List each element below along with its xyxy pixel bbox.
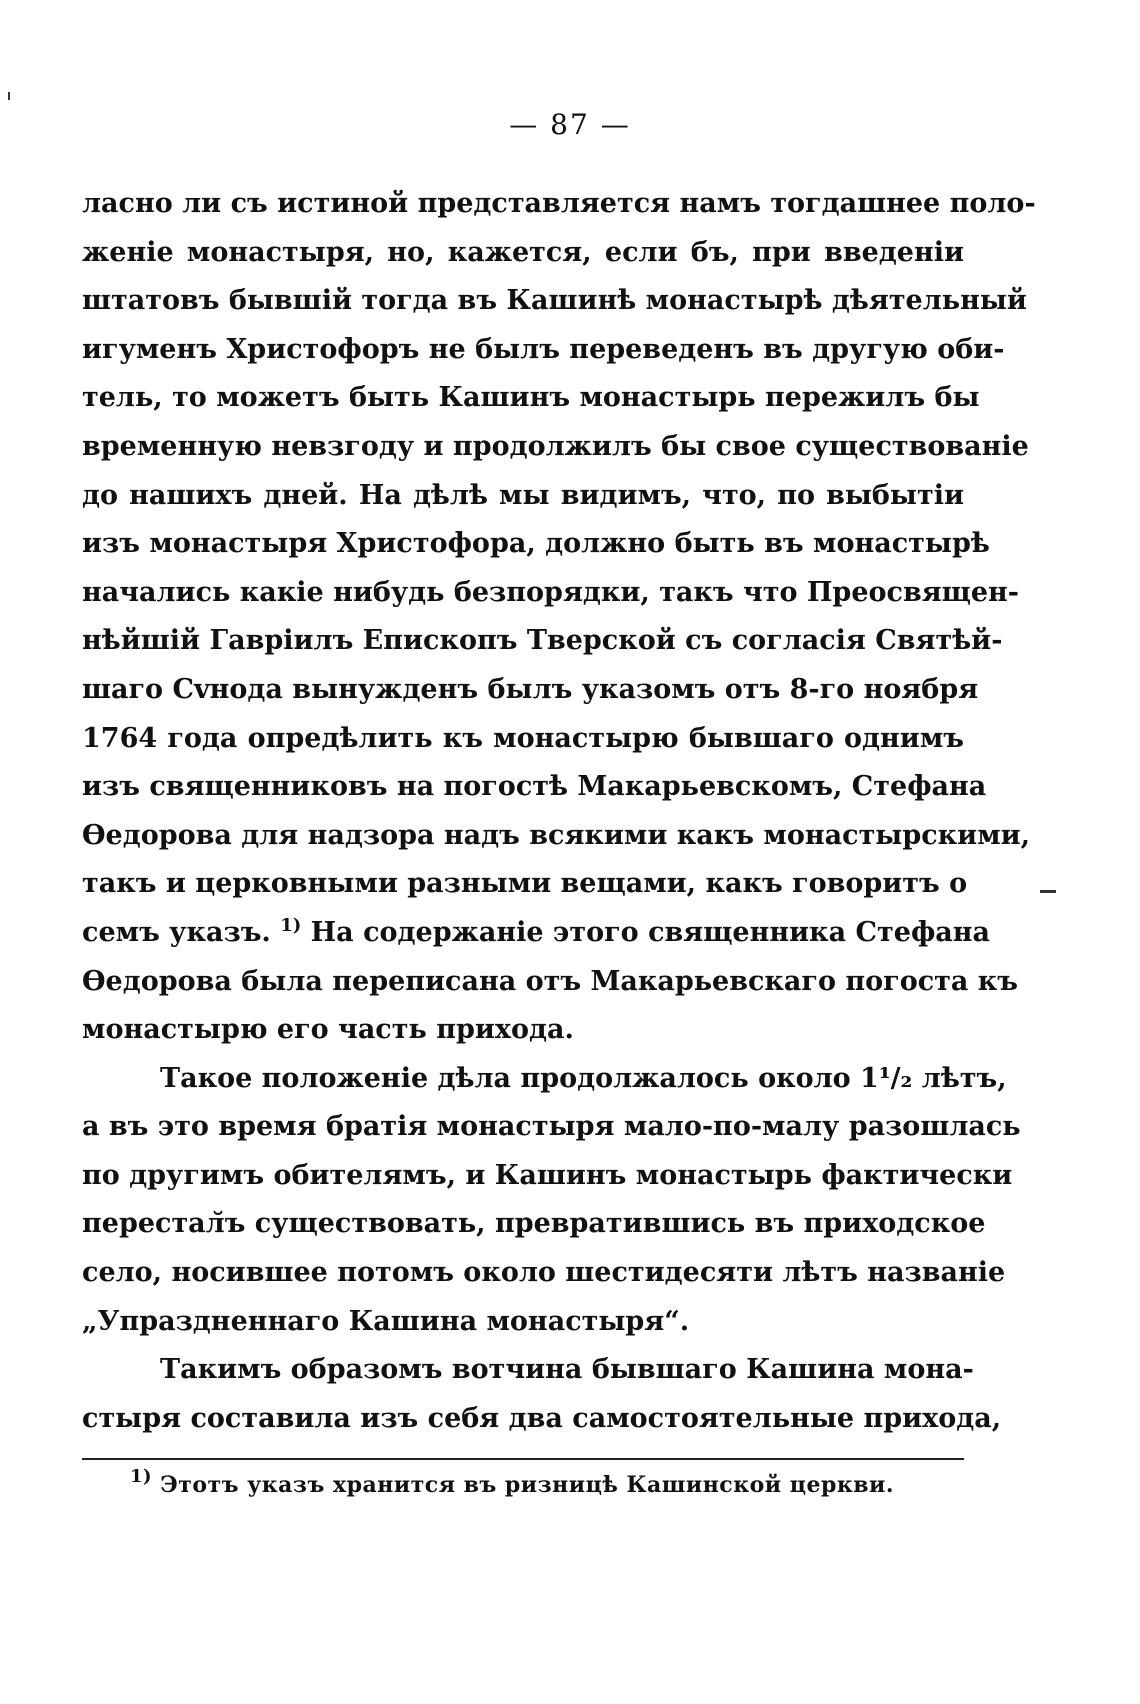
text-line: тель, то можетъ быть Кашинъ монастырь пережилъ бы — [82, 382, 980, 414]
footnote-rule — [82, 1458, 964, 1460]
text-line: Ѳедорова была переписана отъ Макарьевскаго погоста къ — [82, 965, 1018, 997]
text-line: ласно ли съ истиной представляется намъ тогдашнее поло- — [82, 188, 1036, 219]
footnote — [130, 1466, 895, 1498]
text-line: начались какіе нибудь безпорядки, такъ что Преосвящен- — [82, 576, 1020, 608]
text-line: до нашихъ дней. На дѣлѣ мы видимъ, что, по выбытіи — [82, 479, 964, 511]
text-line-with-footnote — [82, 909, 991, 958]
text-line-first — [82, 1055, 1007, 1104]
text-line: временную невзгоду и продолжилъ бы свое существованіе — [82, 430, 1029, 462]
body-text — [82, 180, 1036, 1443]
text-line: село, носившее потомъ около шестидесяти лѣтъ названіе — [82, 1257, 1006, 1289]
line-text-before: Такое положеніе дѣла продолжалось около 1 — [160, 1062, 879, 1094]
text-line: изъ священниковъ на погостѣ Макарьевскомъ, Стефана — [82, 771, 987, 803]
line-text-before: семъ указъ. — [82, 916, 271, 948]
text-line: а въ это время братія монастыря мало-по-малу разошлась — [82, 1111, 1021, 1143]
text-line: Такимъ образомъ вотчина бывшаго Кашина мона- — [160, 1354, 974, 1386]
text-line: изъ монастыря Христофора, должно быть въ монастырѣ — [82, 528, 990, 560]
scan-speck — [8, 92, 10, 100]
footnote-marker: 1) — [130, 1466, 153, 1487]
text-line: 1764 года опредѣлить къ монастырю бывшаго однимъ — [82, 722, 964, 754]
line-text-after: На содержаніе этого священника Стефана — [310, 916, 991, 948]
fraction: ¹/₂ — [878, 1062, 913, 1094]
text-line: такъ и церковными разными вещами, какъ говоритъ о — [82, 868, 968, 900]
text-line: перестал̆ъ существовать, превратившись въ приходское — [82, 1208, 986, 1240]
text-line: шаго Сvнода вынужденъ былъ указомъ отъ 8-го ноября — [82, 673, 979, 705]
text-line: женіе монастыря, но, кажется, если бъ, при введеніи — [82, 236, 964, 268]
footnote-reference: 1) — [280, 914, 302, 936]
text-line: игуменъ Христофоръ не былъ переведенъ въ другую оби- — [82, 333, 1005, 365]
line-text-after: лѣтъ, — [921, 1062, 1007, 1094]
text-line: по другимъ обителямъ, и Кашинъ монастырь фактически — [82, 1159, 1013, 1191]
text-line: штатовъ бывшій тогда въ Кашинѣ монастырѣ дѣятельный — [82, 285, 1027, 317]
text-line: Ѳедорова для надзора надъ всякими какъ монастырскими, — [82, 819, 1031, 851]
text-line: монастырю его часть прихода. — [82, 1014, 574, 1046]
text-line: „Упраздненнаго Кашина монастыря“. — [82, 1305, 690, 1337]
text-line: стыря составила изъ себя два самостоятельные прихода, — [82, 1402, 1002, 1434]
scan-speck — [1040, 890, 1056, 893]
footnote-text: Этотъ указъ хранится въ ризницѣ Кашинской церкви. — [160, 1472, 895, 1498]
page-number: — 87 — — [509, 108, 631, 141]
text-line: нѣйшій Гавріилъ Епископъ Тверской съ согласія Святѣй- — [82, 625, 1003, 657]
